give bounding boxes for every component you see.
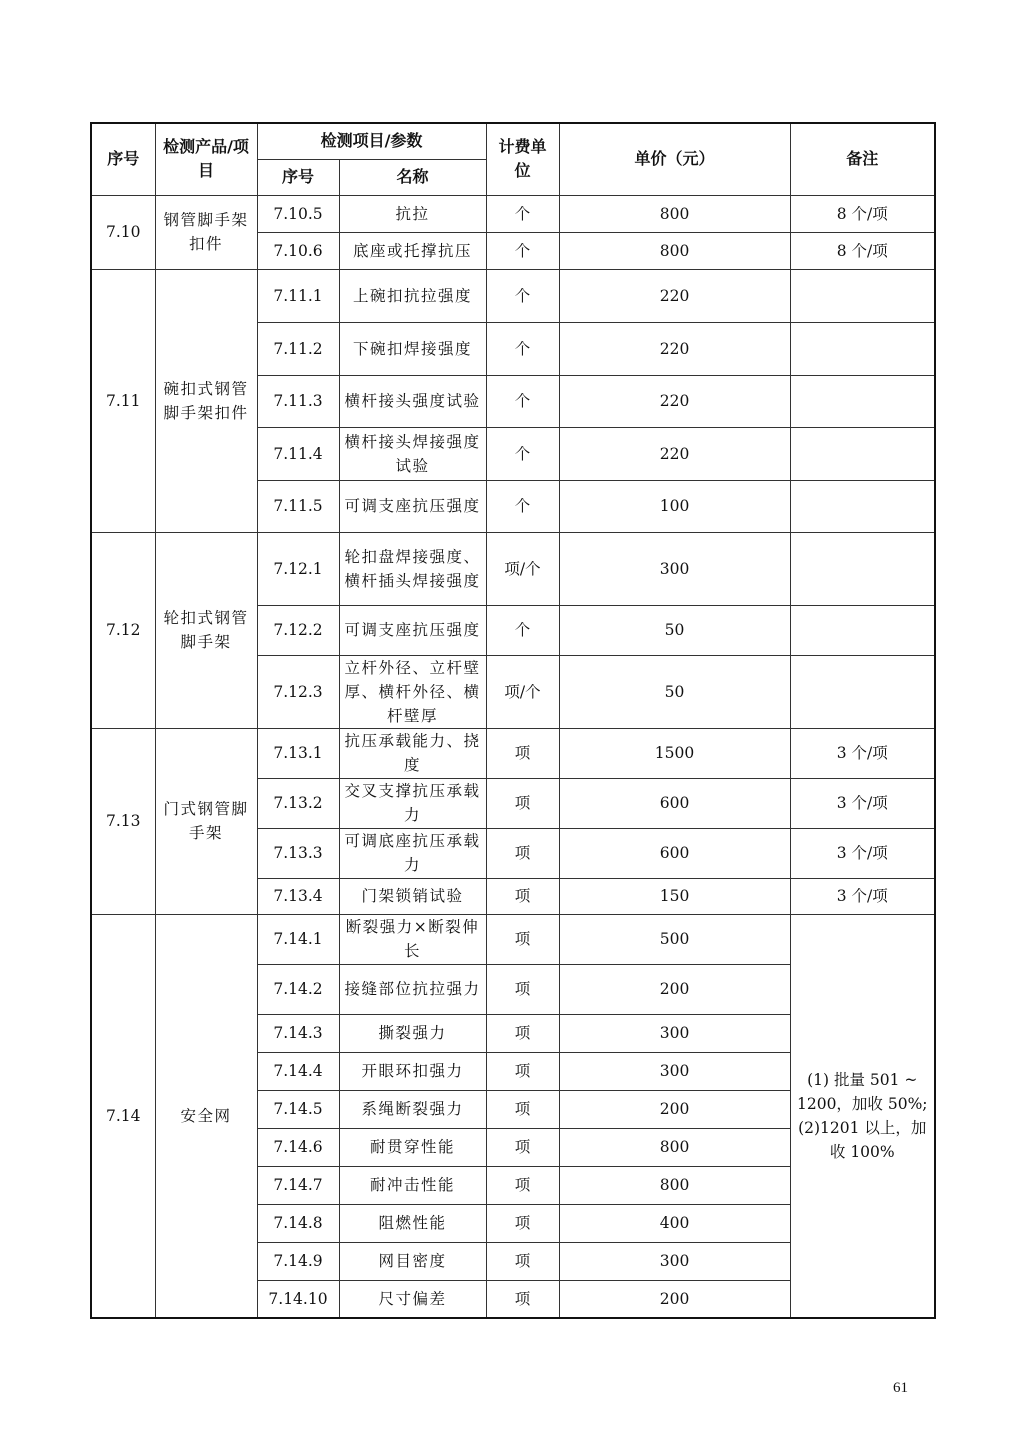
item-name: 抗压承载能力、挠度 — [339, 728, 486, 778]
item-id: 7.13.4 — [257, 878, 339, 914]
item-id: 7.10.5 — [257, 195, 339, 232]
fee-table — [90, 122, 936, 1319]
item-name: 可调支座抗压强度 — [339, 605, 486, 655]
item-name: 底座或托撑抗压 — [339, 232, 486, 269]
item-price: 600 — [559, 828, 790, 878]
item-price: 800 — [559, 232, 790, 269]
item-unit: 个 — [486, 195, 559, 232]
item-price: 50 — [559, 605, 790, 655]
item-unit: 项/个 — [486, 532, 559, 605]
item-name: 立杆外径、立杆壁厚、横杆外径、横杆壁厚 — [339, 655, 486, 728]
item-name: 横杆接头焊接强度试验 — [339, 427, 486, 480]
item-name: 下碗扣焊接强度 — [339, 322, 486, 375]
item-unit: 项 — [486, 778, 559, 828]
item-price: 220 — [559, 269, 790, 322]
item-unit: 项 — [486, 1052, 559, 1090]
item-name: 门架锁销试验 — [339, 878, 486, 914]
header-note: 备注 — [790, 123, 935, 195]
item-note — [790, 427, 935, 480]
item-price: 200 — [559, 1280, 790, 1318]
item-id: 7.12.3 — [257, 655, 339, 728]
item-note: 3 个/项 — [790, 728, 935, 778]
item-price: 200 — [559, 1090, 790, 1128]
item-unit: 项 — [486, 1128, 559, 1166]
item-unit: 项/个 — [486, 655, 559, 728]
item-id: 7.10.6 — [257, 232, 339, 269]
item-id: 7.14.2 — [257, 964, 339, 1014]
item-name: 阻燃性能 — [339, 1204, 486, 1242]
item-name: 可调底座抗压承载力 — [339, 828, 486, 878]
group-seq: 7.10 — [91, 195, 155, 269]
item-unit: 项 — [486, 728, 559, 778]
header-param-name: 名称 — [339, 159, 486, 195]
table-body — [91, 195, 935, 1318]
item-unit: 项 — [486, 878, 559, 914]
group-product: 轮扣式钢管脚手架 — [155, 532, 257, 728]
item-name: 耐贯穿性能 — [339, 1128, 486, 1166]
item-note — [790, 269, 935, 322]
item-unit: 项 — [486, 1280, 559, 1318]
item-name: 可调支座抗压强度 — [339, 480, 486, 532]
group-product: 碗扣式钢管脚手架扣件 — [155, 269, 257, 532]
item-name: 撕裂强力 — [339, 1014, 486, 1052]
item-price: 220 — [559, 322, 790, 375]
page-number: 61 — [893, 1380, 908, 1396]
item-id: 7.14.1 — [257, 914, 339, 964]
item-unit: 项 — [486, 1090, 559, 1128]
item-id: 7.11.1 — [257, 269, 339, 322]
item-price: 300 — [559, 532, 790, 605]
item-unit: 个 — [486, 232, 559, 269]
item-price: 300 — [559, 1242, 790, 1280]
item-id: 7.12.2 — [257, 605, 339, 655]
item-unit: 项 — [486, 1204, 559, 1242]
item-unit: 项 — [486, 828, 559, 878]
group-note: (1) 批量 501 ~ 1200，加收 50%; (2)1201 以上，加收 100% — [790, 914, 935, 1318]
header-seq: 序号 — [91, 123, 155, 195]
table-row — [91, 195, 935, 232]
group-seq: 7.13 — [91, 728, 155, 914]
item-note — [790, 480, 935, 532]
item-note — [790, 375, 935, 427]
item-name: 横杆接头强度试验 — [339, 375, 486, 427]
item-name: 轮扣盘焊接强度、横杆插头焊接强度 — [339, 532, 486, 605]
item-price: 800 — [559, 195, 790, 232]
item-note: 8 个/项 — [790, 232, 935, 269]
item-note: 3 个/项 — [790, 828, 935, 878]
item-unit: 项 — [486, 1166, 559, 1204]
item-id: 7.14.4 — [257, 1052, 339, 1090]
item-id: 7.13.1 — [257, 728, 339, 778]
item-id: 7.13.2 — [257, 778, 339, 828]
item-price: 220 — [559, 427, 790, 480]
item-note — [790, 322, 935, 375]
item-id: 7.11.3 — [257, 375, 339, 427]
group-product: 门式钢管脚手架 — [155, 728, 257, 914]
group-product: 钢管脚手架扣件 — [155, 195, 257, 269]
item-price: 600 — [559, 778, 790, 828]
item-price: 800 — [559, 1128, 790, 1166]
header-param-group: 检测项目/参数 — [257, 123, 486, 159]
table-row — [91, 914, 935, 964]
item-unit: 项 — [486, 1242, 559, 1280]
table-row — [91, 728, 935, 778]
item-unit: 个 — [486, 269, 559, 322]
item-id: 7.13.3 — [257, 828, 339, 878]
header-unit: 计费单位 — [486, 123, 559, 195]
item-note: 8 个/项 — [790, 195, 935, 232]
header-price: 单价（元） — [559, 123, 790, 195]
item-id: 7.14.6 — [257, 1128, 339, 1166]
item-note: 3 个/项 — [790, 878, 935, 914]
item-name: 系绳断裂强力 — [339, 1090, 486, 1128]
item-unit: 个 — [486, 480, 559, 532]
item-name: 耐冲击性能 — [339, 1166, 486, 1204]
item-note — [790, 605, 935, 655]
item-id: 7.14.7 — [257, 1166, 339, 1204]
item-name: 开眼环扣强力 — [339, 1052, 486, 1090]
item-price: 100 — [559, 480, 790, 532]
item-name: 抗拉 — [339, 195, 486, 232]
group-product: 安全网 — [155, 914, 257, 1318]
item-price: 500 — [559, 914, 790, 964]
item-unit: 个 — [486, 375, 559, 427]
header-product: 检测产品/项目 — [155, 123, 257, 195]
item-id: 7.11.4 — [257, 427, 339, 480]
item-price: 200 — [559, 964, 790, 1014]
group-seq: 7.11 — [91, 269, 155, 532]
item-name: 尺寸偏差 — [339, 1280, 486, 1318]
item-price: 300 — [559, 1014, 790, 1052]
item-id: 7.14.9 — [257, 1242, 339, 1280]
item-note — [790, 655, 935, 728]
header-param-seq: 序号 — [257, 159, 339, 195]
item-id: 7.14.5 — [257, 1090, 339, 1128]
item-name: 断裂强力×断裂伸长 — [339, 914, 486, 964]
item-price: 150 — [559, 878, 790, 914]
item-price: 50 — [559, 655, 790, 728]
item-unit: 个 — [486, 322, 559, 375]
group-seq: 7.14 — [91, 914, 155, 1318]
item-name: 接缝部位抗拉强力 — [339, 964, 486, 1014]
item-note: 3 个/项 — [790, 778, 935, 828]
item-price: 220 — [559, 375, 790, 427]
item-id: 7.11.5 — [257, 480, 339, 532]
table-row — [91, 269, 935, 322]
item-id: 7.12.1 — [257, 532, 339, 605]
item-id: 7.14.3 — [257, 1014, 339, 1052]
item-price: 400 — [559, 1204, 790, 1242]
item-unit: 项 — [486, 1014, 559, 1052]
item-price: 800 — [559, 1166, 790, 1204]
item-id: 7.14.10 — [257, 1280, 339, 1318]
table-row — [91, 532, 935, 605]
item-unit: 个 — [486, 605, 559, 655]
item-price: 300 — [559, 1052, 790, 1090]
item-unit: 项 — [486, 914, 559, 964]
item-note — [790, 532, 935, 605]
item-price: 1500 — [559, 728, 790, 778]
item-name: 网目密度 — [339, 1242, 486, 1280]
item-id: 7.11.2 — [257, 322, 339, 375]
item-name: 上碗扣抗拉强度 — [339, 269, 486, 322]
group-seq: 7.12 — [91, 532, 155, 728]
item-id: 7.14.8 — [257, 1204, 339, 1242]
item-unit: 个 — [486, 427, 559, 480]
item-unit: 项 — [486, 964, 559, 1014]
item-name: 交叉支撑抗压承载力 — [339, 778, 486, 828]
